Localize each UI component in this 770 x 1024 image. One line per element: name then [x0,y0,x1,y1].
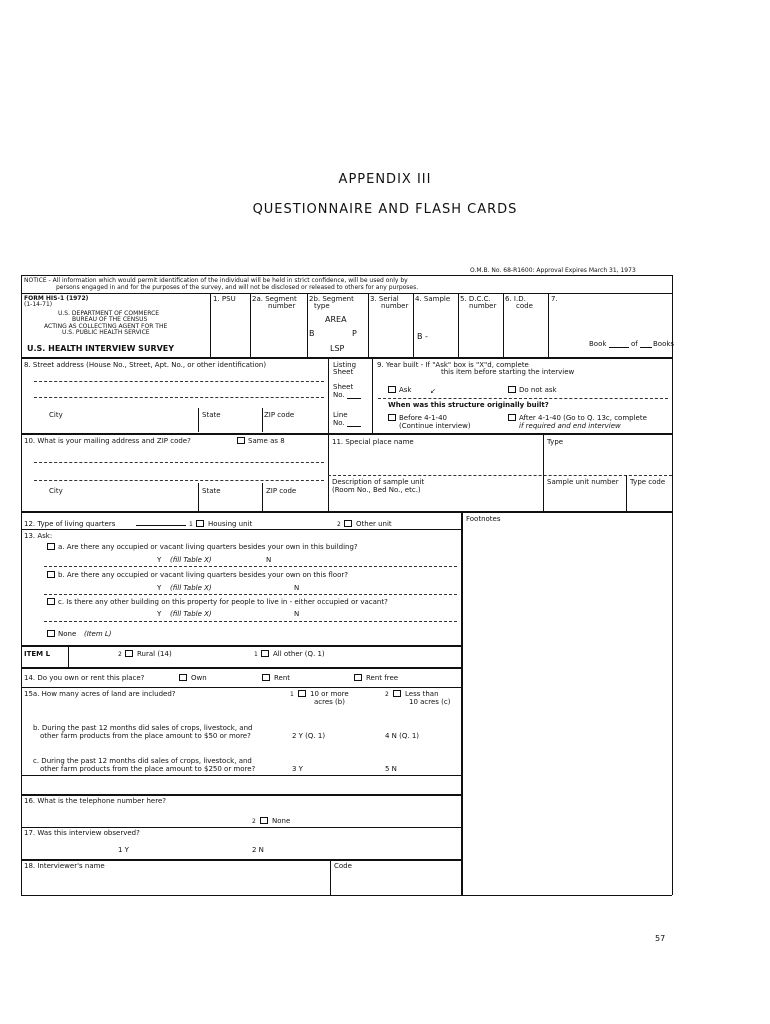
street-address-field[interactable] [34,381,324,382]
mailing-address-field-2[interactable] [34,480,324,481]
observed-no[interactable]: 2 N [252,846,264,854]
q13a-checkbox[interactable] [47,543,55,550]
rent-checkbox[interactable] [262,674,270,681]
notice-line-2: persons engaged in and for the purposes of the survey, and will not be disclosed or released to others for any purposes. [56,284,419,291]
after-1940-label: After 4-1-40 (Go to Q. 13c, complete [519,414,647,422]
no-telephone-checkbox[interactable] [260,817,268,824]
sample-b-value: B - [417,332,428,341]
q13-none-checkbox[interactable] [47,630,55,637]
item-l-label: ITEM L [24,650,51,658]
rural-label: Rural (14) [137,650,172,658]
q15b-no[interactable]: 4 N (Q. 1) [385,732,420,740]
id-code-label: 6. I.D. [505,295,526,303]
arrow-icon: ↙ [430,387,436,395]
same-as-8-checkbox[interactable] [237,437,245,444]
line-no-label: Line [333,411,348,419]
rent-free-label: Rent free [366,674,399,682]
year-built-label: 9. Year built - If "Ask" box is "X"d, complete [377,361,529,369]
form-border-top [21,275,672,276]
less-than-ten-acres-label: Less than [405,690,439,698]
before-1940-label: Before 4-1-40 [399,414,447,422]
rent-label: Rent [274,674,291,682]
form-number: FORM HIS-1 (1972) [24,295,89,302]
continue-interview-note: (Continue interview) [399,422,471,430]
omb-approval: O.M.B. No. 68-R1600: Approval Expires March 31, 1973 [470,267,636,274]
listing-sheet-label: Listing [333,361,357,369]
observed-yes[interactable]: 1 Y [118,846,129,854]
public-health: U.S. PUBLIC HEALTH SERVICE [62,329,150,336]
same-as-8-label: Same as 8 [248,437,285,445]
form-border-left [21,275,22,895]
ask-checkbox[interactable] [388,386,396,393]
zip-label: ZIP code [264,411,295,419]
of-label: of [631,340,638,348]
q15c-question: c. During the past 12 months did sales of crops, livestock, and [33,757,252,765]
q15b-yes[interactable]: 2 Y (Q. 1) [292,732,326,740]
mailing-city-label: City [49,487,63,495]
dcc-number-label: 5. D.C.C. [460,295,491,303]
q15c-no[interactable]: 5 N [385,765,397,773]
q13-none-label: None [58,630,77,638]
notice-line-1: NOTICE - All information which would permit identification of the individual will be held in strict confidence, will be used only by [24,277,408,284]
bureau-census: BUREAU OF THE CENSUS [72,316,148,323]
do-not-ask-label: Do not ask [519,386,557,394]
type-label: Type [547,438,564,446]
interviewer-code-label: Code [334,862,352,870]
book-field[interactable] [609,347,629,348]
rural-checkbox[interactable] [125,650,133,657]
mailing-state-label: State [202,487,221,495]
year-built-question: When was this structure originally built? [388,401,549,409]
psu-label: 1. PSU [213,295,236,303]
all-other-label: All other (Q. 1) [273,650,325,658]
sample-unit-description-label: Description of sample unit [332,478,425,486]
interview-observed-question: 17. Was this interview observed? [24,829,140,837]
q13c-checkbox[interactable] [47,598,55,605]
books-total-field[interactable] [640,347,652,348]
other-unit-label: Other unit [356,520,392,528]
city-label: City [49,411,63,419]
ten-or-more-acres-label: 10 or more [310,690,349,698]
serial-number-label: 3. Serial [370,295,399,303]
own-rent-question: 14. Do you own or rent this place? [24,674,145,682]
q13b-question: b. Are there any occupied or vacant living quarters besides your own on this floor? [58,571,348,579]
telephone-question: 16. What is the telephone number here? [24,797,166,805]
after-1940-checkbox[interactable] [508,414,516,421]
page-subtitle: QUESTIONNAIRE AND FLASH CARDS [252,202,518,217]
q13b-checkbox[interactable] [47,571,55,578]
street-address-label: 8. Street address (House No., Street, Apt. No., or other identification) [24,361,267,369]
mailing-address-label: 10. What is your mailing address and ZIP code? [24,437,191,445]
segment-type-lsp: LSP [330,344,345,353]
do-not-ask-checkbox[interactable] [508,386,516,393]
segment-type-area: AREA [325,315,347,324]
line-no-field[interactable] [347,426,361,427]
segment-number-label: 2a. Segment [252,295,297,303]
mailing-address-field[interactable] [34,462,324,463]
segment-type-label: 2b. Segment [309,295,354,303]
form-border-bottom [21,895,672,896]
page-number: 57 [655,934,666,943]
q15c-yes[interactable]: 3 Y [292,765,303,773]
ask-label: Ask [399,386,412,394]
dept-commerce: U.S. DEPARTMENT OF COMMERCE [58,310,160,317]
housing-unit-checkbox[interactable] [196,520,204,527]
books-label: Books [653,340,675,348]
sample-unit-number-label: Sample unit number [547,478,619,486]
sample-label: 4. Sample [415,295,451,303]
less-than-ten-acres-checkbox[interactable] [393,690,401,697]
footnotes-label: Footnotes [466,515,501,523]
form-border-right [672,275,673,895]
housing-unit-label: Housing unit [208,520,253,528]
interviewer-name-label: 18. Interviewer's name [24,862,105,870]
rent-free-checkbox[interactable] [354,674,362,681]
state-label: State [202,411,221,419]
all-other-checkbox[interactable] [261,650,269,657]
mailing-zip-label: ZIP code [266,487,297,495]
special-place-label: 11. Special place name [332,438,414,446]
sheet-no-field[interactable] [347,398,361,399]
form-date: (1-14-71) [24,301,53,308]
type-code-label: Type code [630,478,666,486]
before-1940-checkbox[interactable] [388,414,396,421]
ask-heading: 13. Ask: [24,532,53,540]
acting-agent: ACTING AS COLLECTING AGENT FOR THE [44,323,168,330]
q13c-question: c. Is there any other building on this property for people to live in - either occupied or vacant? [58,598,388,606]
own-label: Own [191,674,207,682]
other-unit-checkbox[interactable] [344,520,352,527]
after-1940-note: if required and end interview [519,422,621,430]
street-address-field-2[interactable] [34,397,324,398]
appendix-title: APPENDIX III [338,172,432,187]
book-label: Book [589,340,607,348]
sheet-no-label: Sheet [333,383,354,391]
ten-or-more-acres-checkbox[interactable] [298,690,306,697]
segment-type-p: P [352,329,357,338]
own-checkbox[interactable] [179,674,187,681]
q13a-question: a. Are there any occupied or vacant living quarters besides your own in this building? [58,543,358,551]
survey-name: U.S. HEALTH INTERVIEW SURVEY [27,344,175,353]
segment-type-b: B [309,329,315,338]
q15b-question: b. During the past 12 months did sales of crops, livestock, and [33,724,253,732]
q15a-question: 15a. How many acres of land are included? [24,690,176,698]
item-7-label: 7. [551,295,558,303]
living-quarters-label: 12. Type of living quarters [24,520,116,528]
no-telephone-label: None [272,817,291,825]
year-built-instruction: this item before starting the interview [441,368,575,376]
